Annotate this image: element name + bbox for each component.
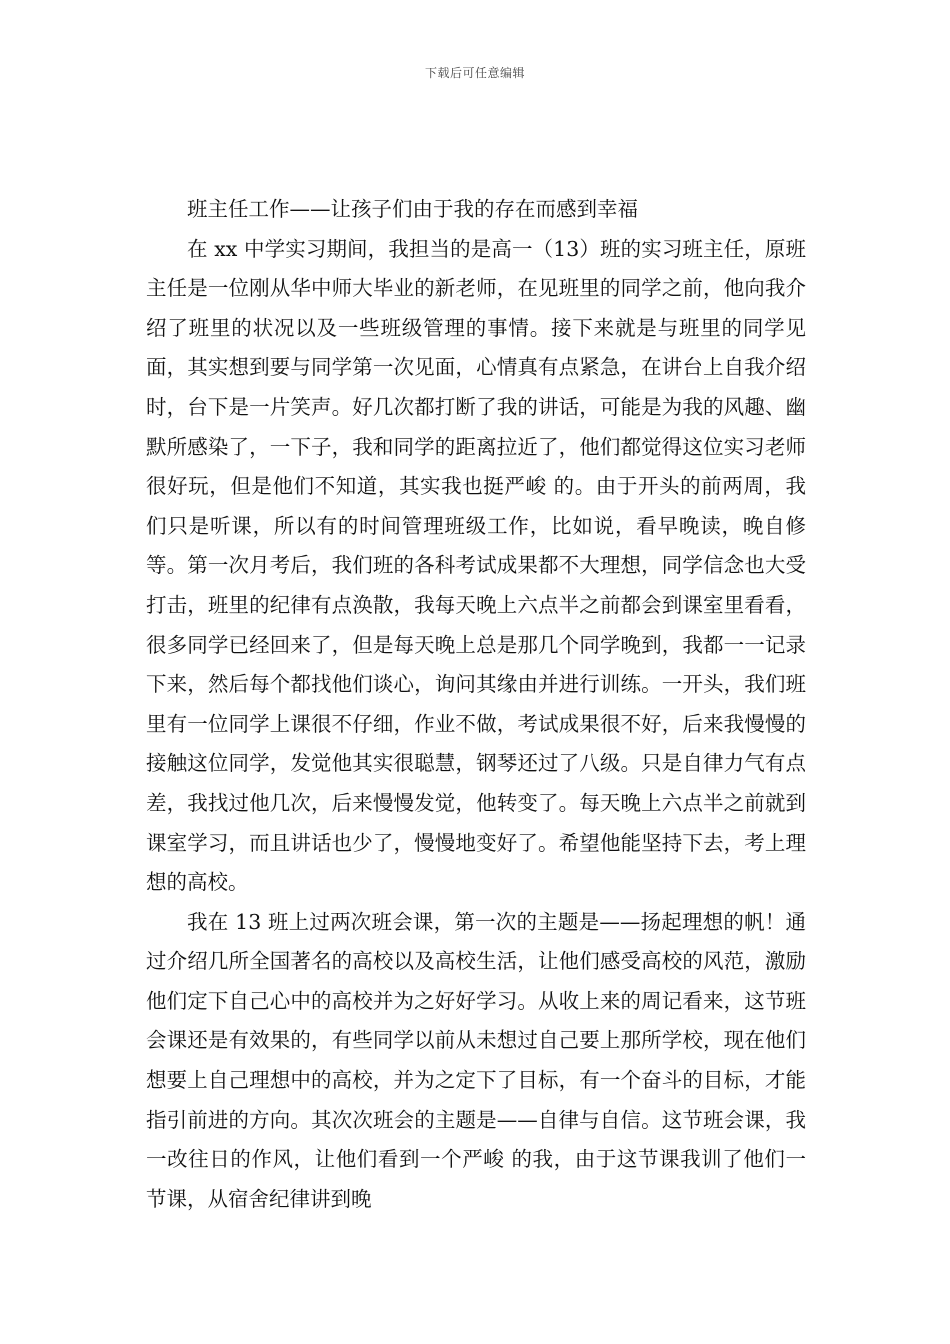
paragraph-1: 在 xx 中学实习期间，我担当的是高一（13）班的实习班主任，原班主任是一位刚从华中师大毕业的新老师，在见班里的同学之前，他向我介绍了班里的状况以及一些班级管理的事情。接下来就是与班里的同学见面，其实想到要与同学第一次见面，心情真有点紧急，在讲台上自我介绍时，台下是一片笑声。好几次都打断了我的讲话，可能是为我的风趣、幽默所感染了，一下子，我和同学的距离拉近了，他们都觉得这位实习老师很好玩，但是他们不知道，其实我也挺严峻 的。由于开头的前两周，我们只是听课，所以有的时间管理班级工作，比如说，看早晚读，晚自修等。第一次月考后，我们班的各科考试成果都不大理想，同学信念也大受打击，班里的纪律有点涣散，我每天晚上六点半之前都会到课室里看看，很多同学已经回来了，但是每天晚上总是那几个同学晚到，我都一一记录下来，然后每个都找他们谈心，询问其缘由并进行训练。一开头，我们班里有一位同学上课很不仔细，作业不做，考试成果很不好，后来我慢慢的接触这位同学，发觉他其实很聪慧，钢琴还过了八级。只是自律力气有点差，我找过他几次，后来慢慢发觉，他转变了。每天晚上六点半之前就到课室学习，而且讲话也少了，慢慢地变好了。希望他能坚持下去，考上理想的高校。	[146, 236, 806, 895]
paragraph-2: 我在 13 班上过两次班会课，第一次的主题是——扬起理想的帆！通过介绍几所全国著名的高校以及高校生活，让他们感受高校的风范，激励他们定下自己心中的高校并为之好好学习。从收上来的周记看来，这节班会课还是有效果的，有些同学以前从未想过自己要上那所学校，现在他们想要上自己理想中的高校，并为之定下了目标，有一个奋斗的目标，才能指引前进的方向。其次次班会的主题是——自律与自信。这节班会课，我一改往日的作风，让他们看到一个严峻 的我，由于这节课我训了他们一节课，从宿舍纪律讲到晚	[146, 909, 806, 1211]
article-title: 班主任工作——让孩子们由于我的存在而感到幸福	[187, 197, 638, 221]
article-body	[146, 190, 806, 1219]
header-note: 下载后可任意编辑	[424, 66, 525, 80]
